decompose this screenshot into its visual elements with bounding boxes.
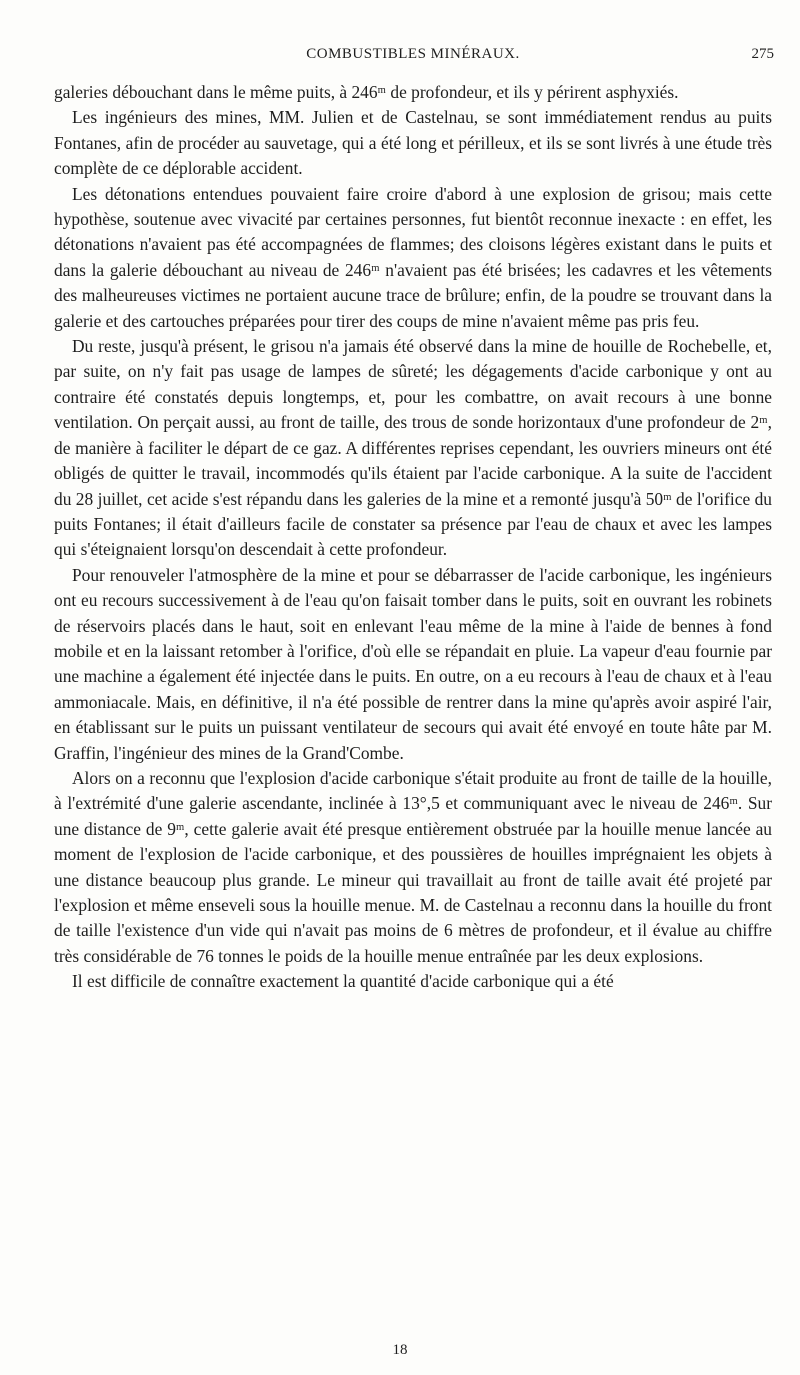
signature-mark: 18 bbox=[392, 1342, 408, 1358]
running-head bbox=[52, 46, 774, 70]
paragraph: Pour renouveler l'atmosphère de la mine et pour se débarrasser de l'acide carbonique, les ingénieurs ont eu recours successivement à de l'eau qu'on faisait tomber dans le puits, soit en ouvrant les robinets de réservoirs placés dans le haut, soit en enlevant l'eau même de la mine à l'aide de bennes à fond mobile et en la laissant retomber à l'orifice, d'où elle se répandait en pluie. La vapeur d'eau fournie par une machine a également été injectée dans le puits. En outre, on a eu recours à l'eau de chaux et à l'eau ammoniacale. Mais, en définitive, il n'a été possible de rentrer dans la mine qu'après avoir aspiré l'air, en établissant sur le puits un puissant ventilateur de secours qui avait été envoyé en toute hâte par M. Graffin, l'ingénieur des mines de la Grand'Combe. bbox=[54, 564, 772, 763]
paragraph: Les ingénieurs des mines, MM. Julien et de Castelnau, se sont immédiatement rendus au puits Fontanes, afin de procéder au sauvetage, qui a été long et périlleux, et ils se sont livrés à une étude très complète de ce déplorable accident. bbox=[54, 107, 772, 179]
body-text bbox=[54, 80, 772, 995]
running-title: COMBUSTIBLES MINÉRAUX. bbox=[306, 46, 520, 62]
paragraph: Il est difficile de connaître exactement la quantité d'acide carbonique qui a été bbox=[72, 971, 614, 992]
paragraph: Du reste, jusqu'à présent, le grisou n'a jamais été observé dans la mine de houille de Rochebelle, et, par suite, on n'y fait pas usage de lampes de sûreté; les dégagements d'acide carbonique y ont au contraire été constatés depuis longtemps, et, pour les combattre, on avait recours à une bonne ventilation. On perçait aussi, au front de taille, des trous de sonde horizontaux d'une profondeur de 2ᵐ, de manière à faciliter le départ de ce gaz. A différentes reprises cependant, les ouvriers mineurs ont été obligés de quitter le travail, incommodés qu'ils étaient par l'acide carbonique. A la suite de l'accident du 28 juillet, cet acide s'est répandu dans les galeries de la mine et a remonté jusqu'à 50ᵐ de l'orifice du puits Fontanes; il était d'ailleurs facile de constater sa présence par l'eau de chaux et avec les lampes qui s'éteignaient lorsqu'on descendait à cette profondeur. bbox=[54, 336, 772, 560]
paragraph: Alors on a reconnu que l'explosion d'acide carbonique s'était produite au front de taille de la houille, à l'extrémité d'une galerie ascendante, inclinée à 13°,5 et communiquant avec le niveau de 246ᵐ. Sur une distance de 9ᵐ, cette galerie avait été presque entièrement obstruée par la houille menue lancée au moment de l'explosion de l'acide carbonique, et des poussières de houilles imprégnaient les objets à une distance beaucoup plus grande. Le mineur qui travaillait au front de taille avait été projeté par l'explosion et même enseveli sous la houille menue. M. de Castelnau a reconnu dans la houille du front de taille l'existence d'un vide qui n'avait pas moins de 6 mètres de profondeur, et il évalue au chiffre très considérable de 76 tonnes le poids de la houille menue entraînée par les deux explosions. bbox=[54, 767, 772, 966]
page-number: 275 bbox=[751, 46, 774, 62]
paragraph-continuation: galeries débouchant dans le même puits, à 246ᵐ de profondeur, et ils y périrent asphyxiés. bbox=[54, 82, 679, 102]
paragraph: Les détonations entendues pouvaient faire croire d'abord à une explosion de grisou; mais cette hypothèse, soutenue avec vivacité par certaines personnes, fut bientôt reconnue inexacte : en effet, les détonations n'avaient pas été accompagnées de flammes; des cloisons légères existant dans le puits et dans la galerie débouchant au niveau de 246ᵐ n'avaient pas été brisées; les cadavres et les vêtements des malheureuses victimes ne portaient aucune trace de brûlure; enfin, de la poudre se trouvant dans la galerie et des cartouches préparées pour tirer des coups de mine n'avaient même pas pris feu. bbox=[54, 183, 772, 331]
